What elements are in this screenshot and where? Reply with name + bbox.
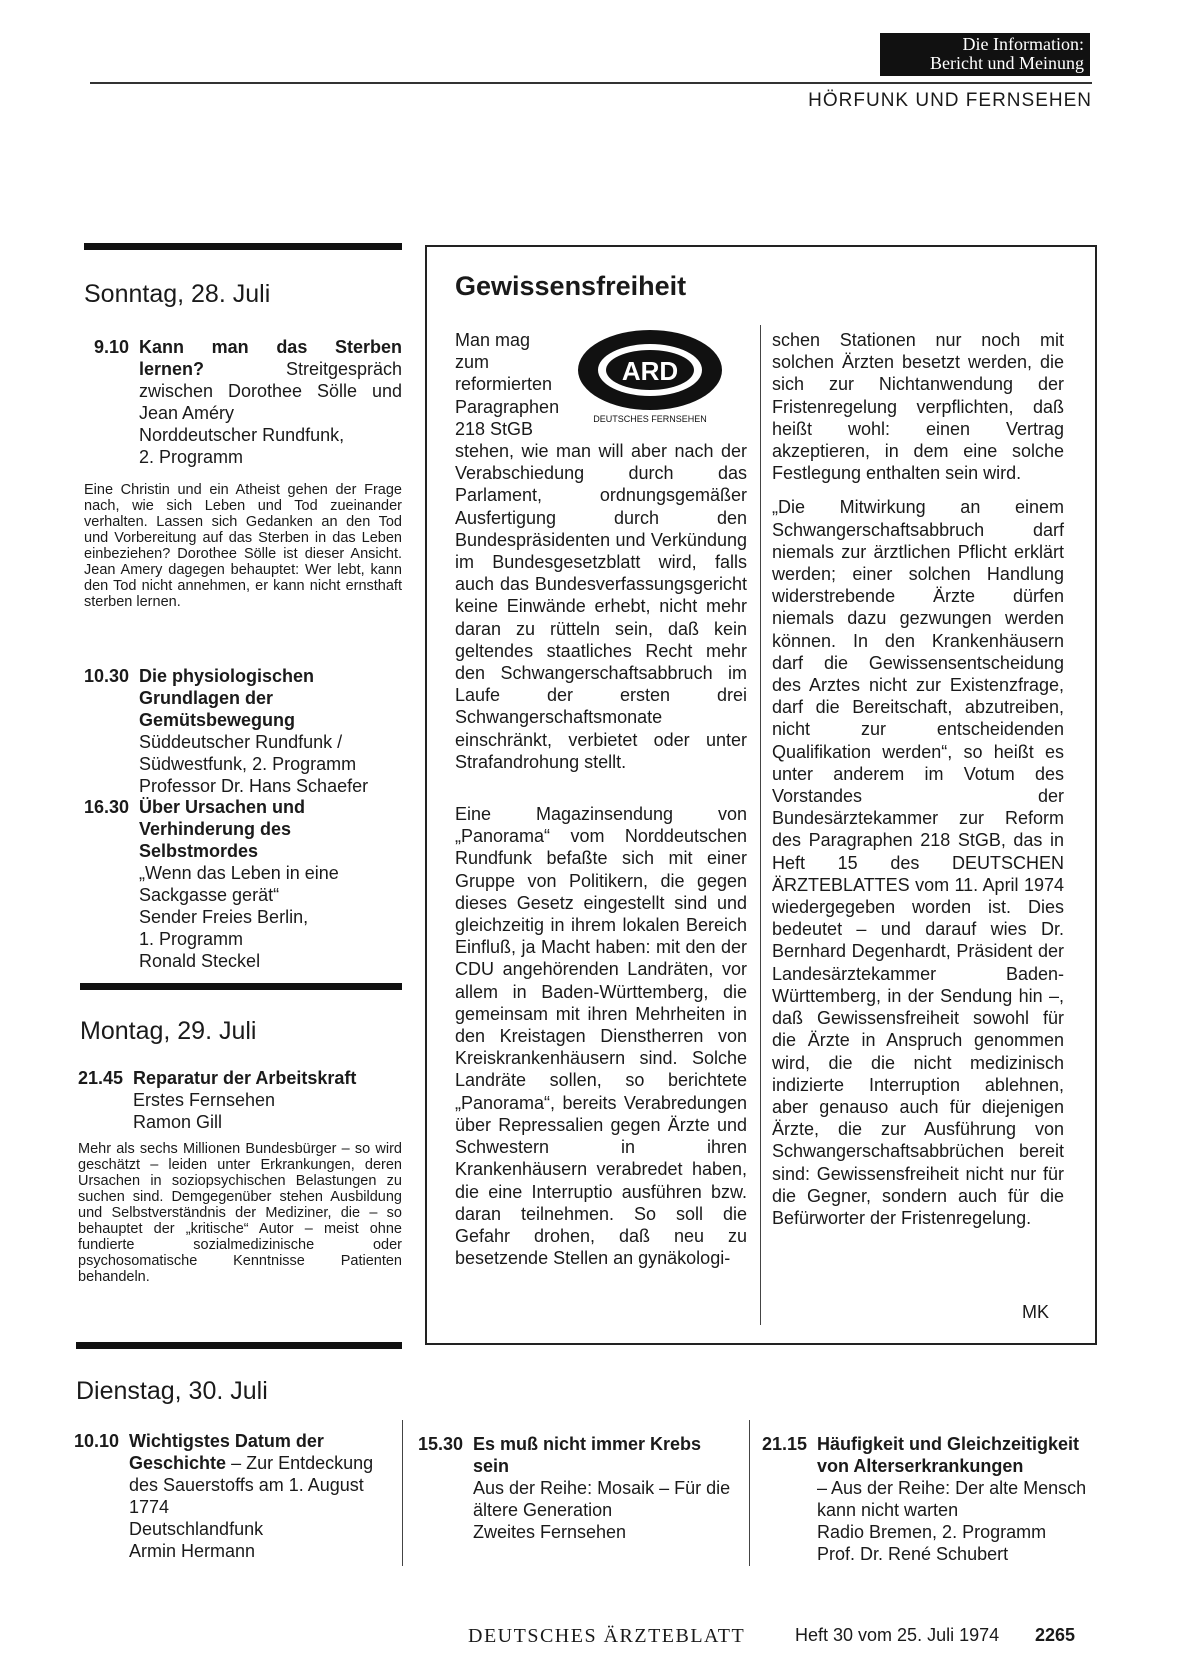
commentary-paragraph: schen Stationen nur noch mit solchen Ärzten besetzt werden, die sich zur Nichtanwendung der Fristenregelung verpflichten, daß heißt wohl: einen Vertrag akzeptieren, in dem eine solche Festlegung enthalten sein wird. <box>772 330 1064 484</box>
item-author: Ramon Gill <box>133 1112 223 1132</box>
header-rule <box>90 82 1092 84</box>
commentary-column-1 <box>455 440 747 1269</box>
item-title: Es muß nicht immer Krebs sein <box>473 1434 702 1476</box>
commentary-intro: Man mag zum reformierten Paragraphen 218 StGB <box>455 330 560 439</box>
item-time: 10.30 <box>84 666 130 686</box>
tuesday-rule <box>76 1342 402 1349</box>
journal-name: DEUTSCHES ÄRZTEBLATT <box>468 1625 746 1647</box>
item-author: Armin Hermann <box>129 1541 256 1561</box>
item-author: Professor Dr. Hans Schaefer <box>139 776 369 796</box>
item-station: Radio Bremen, 2. Programm <box>817 1522 1047 1542</box>
item-program: 2. Programm <box>139 447 244 467</box>
commentary-paragraph: Eine Magazinsendung von „Panorama“ vom Norddeutschen Rundfunk befaßte sich mit einer Gruppe von Politikern, die gegen dieses Gesetz eingestellt sind und gleichzeitig in ihrem lokalen Bereich Einfluß, ja Macht haben: mit den der CDU angehörenden Landräten, vor allem in Baden-Württemberg, die gemeinsam mit ihren Mehrheiten in den Kreistagen Dienstherren von Kreiskrankenhäusern sind. Solche Landräte sollen, so berichtete „Panorama“, bereits Verabredungen über Repressalien gegen Ärzte und Schwestern in ihren Krankenhäusern verabredet haben, die eine Interruptio ausführen bzw. daran teilnehmen. So soll die Gefahr drohen, daß neu zu besetzende Stellen an gynäkologi- <box>455 804 747 1269</box>
item-station: Sender Freies Berlin, <box>139 907 309 927</box>
item-station: Süddeutscher Rundfunk / <box>139 732 343 752</box>
item-time: 21.15 <box>762 1434 808 1454</box>
tuesday-item-1 <box>74 1430 394 1562</box>
item-time: 21.45 <box>78 1068 124 1088</box>
issue-info: Heft 30 vom 25. Juli 1974 <box>795 1625 1000 1645</box>
item-time: 9.10 <box>94 337 130 357</box>
item-time: 16.30 <box>84 797 130 817</box>
column-separator <box>760 325 761 1325</box>
item-program: 1. Programm <box>139 929 244 949</box>
sunday-heading: Sonntag, 28. Juli <box>84 280 271 308</box>
item-subtitle: – Zur Entdeckung des Sauerstoffs am 1. August 1774 <box>129 1453 374 1517</box>
item-title: Über Ursachen und Verhinderung des Selbstmordes <box>139 797 306 861</box>
sunday-item-3 <box>84 796 402 972</box>
commentary-signature: MK <box>1022 1302 1049 1322</box>
commentary-title: Gewissensfreiheit <box>455 271 687 301</box>
commentary-paragraph: stehen, wie man will aber nach der Verabschiedung durch das Parlament, ordnungsgemäßer Ausfertigung durch den Bundespräsidenten und Verkündung im Bundesgesetzblatt wird, falls auch das Bundesverfassungsgericht keine Einwände erhebt, nicht mehr daran zu rütteln sein, daß kein geltendes staatliches Recht mehr den Schwangerschaftsabbruch im Laufe der ersten drei Schwangerschaftsmonate einschränkt, verbietet oder unter Strafandrohung stellt. <box>455 441 747 772</box>
monday-item <box>78 1067 402 1133</box>
sunday-item-1 <box>84 336 402 468</box>
item-title: Häufigkeit und Gleichzeitigkeit von Alterserkrankungen <box>817 1434 1080 1476</box>
badge-line-1: Die Information: <box>962 34 1084 54</box>
item-time: 15.30 <box>418 1434 464 1454</box>
section-title: HÖRFUNK UND FERNSEHEN <box>808 90 1092 111</box>
ard-logo <box>575 328 725 428</box>
section-badge <box>880 33 1090 76</box>
tuesday-item-2 <box>418 1433 734 1543</box>
column-separator <box>402 1420 403 1566</box>
sunday-rule <box>84 243 402 250</box>
item-subtitle: Aus der Reihe: Mosaik – Für die ältere Generation <box>473 1478 731 1520</box>
page-number: 2265 <box>1035 1625 1076 1645</box>
ard-logo-text: ARD <box>621 356 679 386</box>
item-title: Reparatur der Arbeitskraft <box>133 1068 357 1088</box>
sunday-item-2 <box>84 665 402 797</box>
monday-heading: Montag, 29. Juli <box>80 1017 257 1045</box>
commentary-column-2 <box>772 329 1064 1229</box>
item-author: Prof. Dr. René Schubert <box>817 1544 1009 1564</box>
item-station: Zweites Fernsehen <box>473 1522 627 1542</box>
sunday-item-1-description: Eine Christin und ein Atheist gehen der Frage nach, wie sich Leben und Tod zueinander verhalten. Lassen sich Gedanken an den Tod und Vorbereitung auf das Sterben in das Leben einbeziehen? Dorothee Sölle ist dieser Ansicht. Jean Amery dagegen behauptet: Wer lebt, kann den Tod nicht annehmen, er kann nicht ernsthaft sterben lernen. <box>84 482 402 610</box>
item-title: Die physiologischen Grundlagen der Gemütsbewegung <box>139 666 315 730</box>
item-station: Norddeutscher Rundfunk, <box>139 425 345 445</box>
item-author: Ronald Steckel <box>139 951 261 971</box>
item-title: Wichtigstes Datum der Geschichte <box>129 1431 324 1473</box>
tuesday-item-3 <box>762 1433 1092 1565</box>
item-subtitle: Streitgespräch zwischen Dorothee Sölle und Jean Améry <box>139 359 402 423</box>
item-subtitle: – Aus der Reihe: Der alte Mensch kann nicht warten <box>817 1478 1087 1520</box>
monday-rule <box>80 983 402 990</box>
item-program: Südwestfunk, 2. Programm <box>139 754 357 774</box>
commentary-paragraph: „Die Mitwirkung an einem Schwangerschaftsabbruch darf niemals zur ärztlichen Pflicht erklärt werden; einer solchen Handlung widerstrebende Ärzte dürfen niemals dazu gezwungen werden können. In den Krankenhäusern darf die Gewissensentscheidung des Arztes nicht zur Existenzfrage, darf die Bereitschaft, abzutreiben, nicht zur entscheidenden Qualifikation werden“, so heißt es unter anderem im Votum des Vorstandes der Bundesärztekammer zur Reform des Paragraphen 218 StGB, das in Heft 15 des DEUTSCHEN ÄRZTEBLATTES vom 11. April 1974 wiedergegeben worden ist. Dies bedeutet – und darauf wies Dr. Bernhard Degenhardt, Präsident der Landesärztekammer Baden-Württemberg, in der Sendung hin –, daß Gewissensfreiheit sowohl für die Ärzte in Anspruch genommen wird, die die nicht medizinisch indizierte Interruption ablehnen, aber genauso auch für diejenigen Ärzte, die zur Ausführung von Schwangerschaftsabbrüchen bereit sind: Gewissensfreiheit nicht nur für die Gegner, sondern auch für die Befürworter der Fristenregelung. <box>772 497 1064 1228</box>
ard-logo-subtitle: DEUTSCHES FERNSEHEN <box>593 414 707 424</box>
item-station: Erstes Fernsehen <box>133 1090 276 1110</box>
monday-item-description: Mehr als sechs Millionen Bundesbürger – so wird geschätzt – leiden unter Erkrankungen, deren Ursachen in soziopsychischen Belastungen zu suchen sind. Demgegenüber stehen Ausbildung und Selbstverständnis der Mediziner, die – so behauptet der „kritische“ Autor – meist ohne fundierte sozialmedizinische oder psychosomatische Kenntnisse Patienten behandeln. <box>78 1141 402 1285</box>
item-subtitle: „Wenn das Leben in eine Sackgasse gerät“ <box>139 863 339 905</box>
item-station: Deutschlandfunk <box>129 1519 264 1539</box>
badge-line-2: Bericht und Meinung <box>930 53 1084 73</box>
column-separator <box>749 1420 750 1566</box>
tuesday-heading: Dienstag, 30. Juli <box>76 1377 268 1405</box>
item-title: Kann man das Sterben lernen? <box>139 337 402 379</box>
item-time: 10.10 <box>74 1431 120 1451</box>
